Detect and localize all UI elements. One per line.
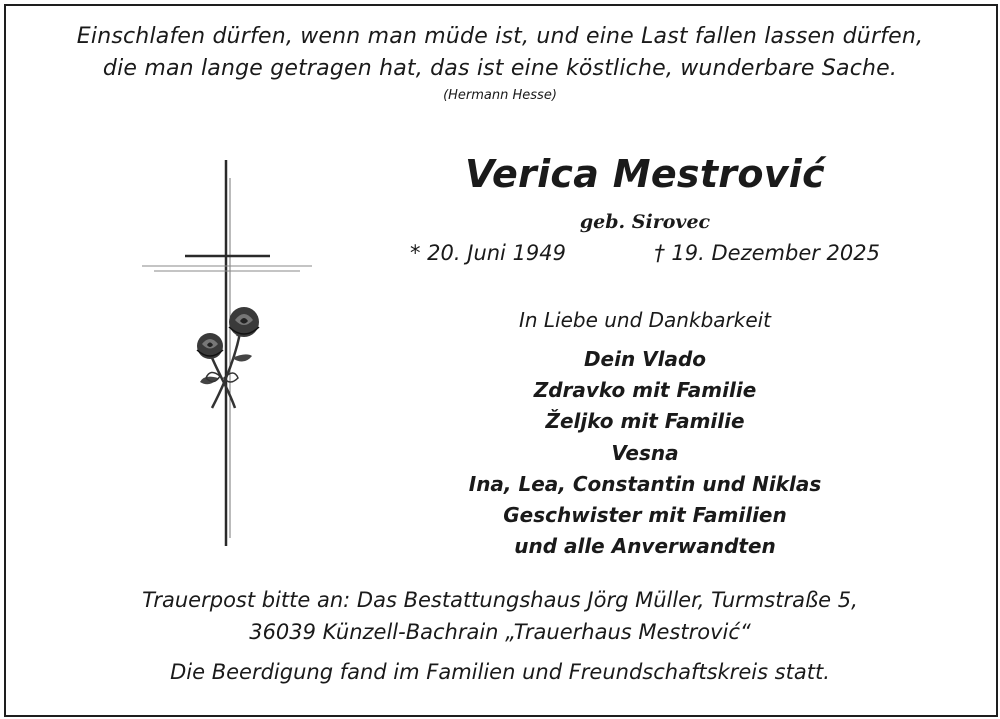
funeral-note: Die Beerdigung fand im Familien und Freundschaftskreis statt. [170, 660, 830, 684]
mourner-name: Dein Vlado [583, 347, 707, 371]
birth-name: geb. Sirovec [579, 211, 711, 233]
death-date: † 19. Dezember 2025 [654, 241, 880, 265]
birth-date: * 20. Juni 1949 [410, 241, 567, 265]
mourner-name: Zdravko mit Familie [533, 378, 757, 403]
mourner-name: Geschwister mit Familien [503, 503, 787, 528]
life-dates [410, 241, 880, 265]
mail-address-line-2: 36039 Künzell-Bachrain „Trauerhaus Mestrović“ [249, 620, 751, 644]
cross-with-roses-icon [140, 158, 315, 548]
mourner-name: und alle Anverwandten [514, 534, 776, 559]
quote-line-2: die man lange getragen hat, das ist eine köstliche, wunderbare Sache. [102, 56, 898, 81]
quote-line-1: Einschlafen dürfen, wenn man müde ist, und eine Last fallen lassen dürfen, [76, 24, 924, 49]
mourner-name: Vesna [611, 440, 679, 465]
mourners-intro: In Liebe und Dankbarkeit [518, 308, 772, 332]
mourner-name: Ina, Lea, Constantin und Niklas [468, 471, 822, 496]
mourners-list [430, 344, 860, 562]
quote-author: (Hermann Hesse) [443, 88, 557, 103]
mourner-name: Željko mit Familie [545, 409, 745, 434]
mail-address-line-1: Trauerpost bitte an: Das Bestattungshaus Jörg Müller, Turmstraße 5, [142, 588, 858, 612]
deceased-name: Verica Mestrović [465, 152, 825, 196]
